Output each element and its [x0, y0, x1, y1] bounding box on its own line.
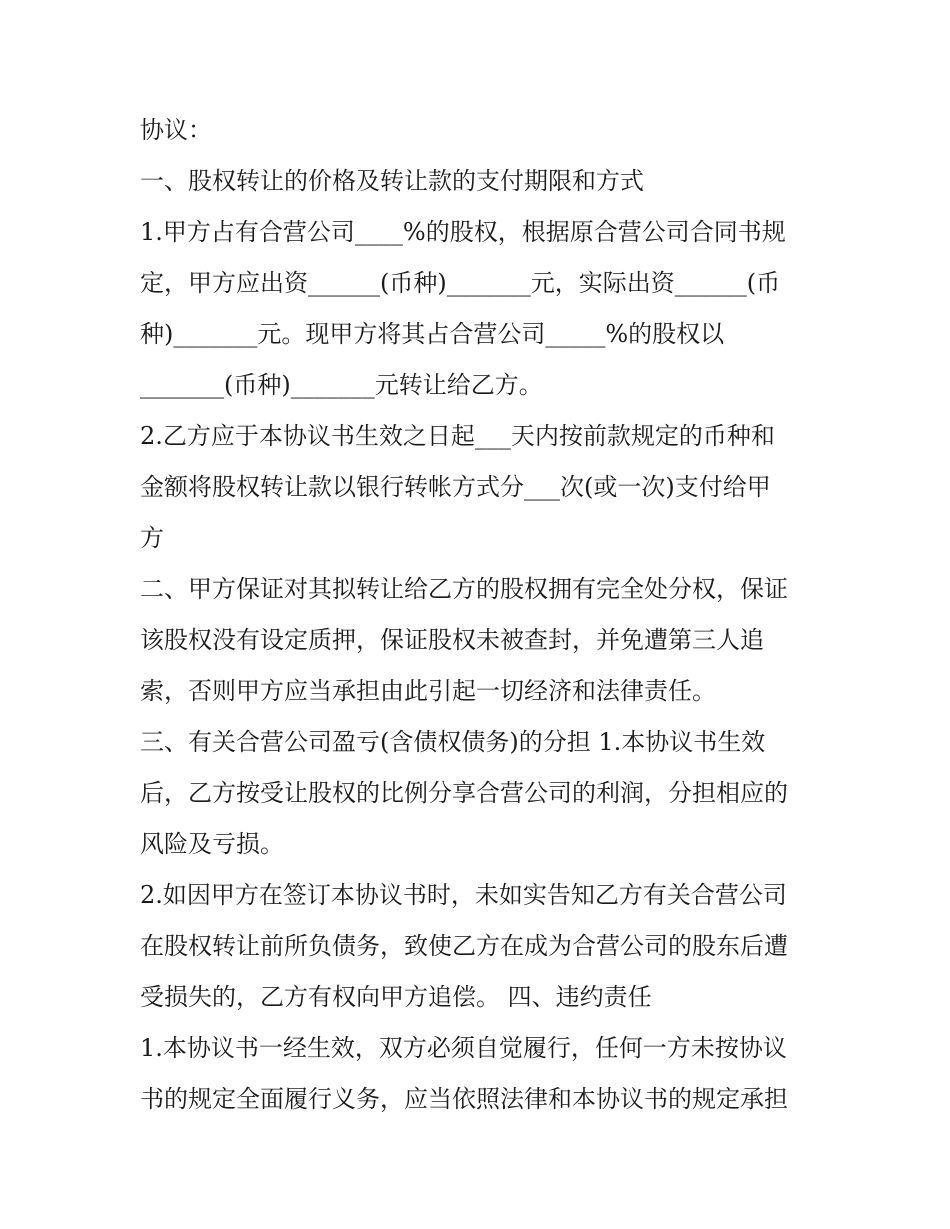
text-line: 后，乙方按受让股权的比例分享合营公司的利润，分担相应的 [140, 779, 788, 807]
document-body [140, 105, 820, 1125]
text-line: 1.本协议书一经生效，双方必须自觉履行，任何一方未按协议 [140, 1034, 787, 1062]
text-line: 方 [140, 524, 164, 552]
text-line: 1.甲方占有合营公司____%的股权，根据原合营公司合同书规 [140, 218, 786, 246]
text-line: _______(币种)_______元转让给乙方。 [140, 371, 543, 399]
text-line: 书的规定全面履行义务，应当依照法律和本协议书的规定承担 [140, 1085, 788, 1113]
text-line: 索，否则甲方应当承担由此引起一切经济和法律责任。 [140, 677, 716, 705]
text-line: 金额将股权转让款以银行转帐方式分___次(或一次)支付给甲 [140, 473, 771, 501]
text-line: 定，甲方应出资______(币种)_______元，实际出资______(币 [140, 269, 781, 297]
text-line: 2.如因甲方在签订本协议书时，未如实告知乙方有关合营公司 [140, 881, 787, 909]
text-line: 2.乙方应于本协议书生效之日起___天内按前款规定的币种和 [140, 422, 775, 450]
text-line: 该股权没有设定质押，保证股权未被查封，并免遭第三人追 [140, 626, 764, 654]
section-heading-1: 一、股权转让的价格及转让款的支付期限和方式 [140, 167, 644, 195]
text-line: 受损失的，乙方有权向甲方追偿。 四、违约责任 [140, 983, 652, 1011]
text-line: 种)_______元。现甲方将其占合营公司_____%的股权以 [140, 320, 725, 348]
heading-agreement: 协议： [140, 116, 212, 144]
text-line: 风险及亏损。 [140, 830, 284, 858]
text-line: 在股权转让前所负债务，致使乙方在成为合营公司的股东后遭 [140, 932, 788, 960]
section-heading-3: 三、有关合营公司盈亏(含债权债务)的分担 1.本协议书生效 [140, 728, 766, 756]
section-heading-2: 二、甲方保证对其拟转让给乙方的股权拥有完全处分权，保证 [140, 575, 788, 603]
